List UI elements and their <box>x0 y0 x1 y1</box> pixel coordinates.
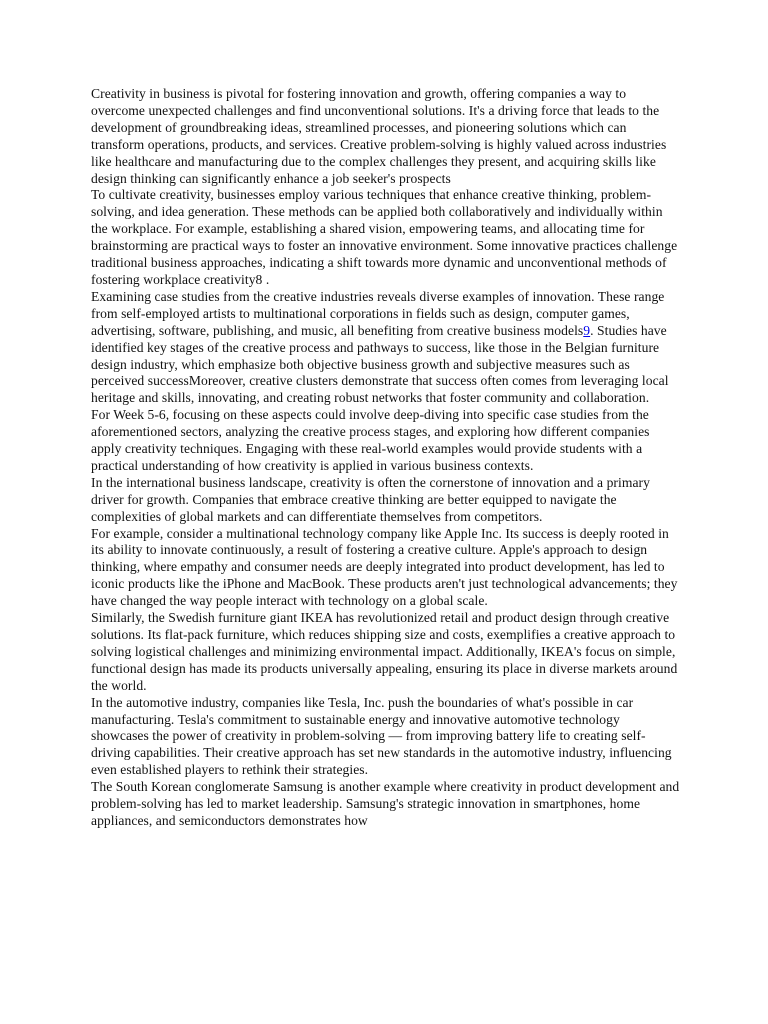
paragraph-week-5-6: For Week 5-6, focusing on these aspects could involve deep-diving into specific case studies from the aforementioned sectors, analyzing the creative process stages, and exploring how different companies apply creativity techniques. Engaging with these real-world examples would provide students with a practical understanding of how creativity is applied in various business contexts. <box>91 407 650 473</box>
paragraph-apple-example: For example, consider a multinational technology company like Apple Inc. Its success is deeply rooted in its ability to innovate continuously, a result of fostering a creative culture. Apple's approach to design thinking, where empathy and consumer needs are deeply integrated into product development, has led to iconic products like the iPhone and MacBook. These products aren't just technological advancements; they have changed the way people interact with technology on a global scale. <box>91 525 678 609</box>
document-body <box>91 86 681 830</box>
paragraph-case-studies-text-start: Examining case studies from the creative industries reveals diverse examples of innovation. These range from self-employed artists to multinational corporations in fields such as design, computer games, advertising, software, publishing, and music, all benefiting from creative business models <box>91 288 665 338</box>
paragraph-samsung-example: The South Korean conglomerate Samsung is another example where creativity in product development and problem-solving has led to market leadership. Samsung's strategic innovation in smartphones, home appliances, and semiconductors demonstrates how <box>91 779 680 828</box>
reference-link-9[interactable]: 9 <box>583 322 591 338</box>
paragraph-case-studies-text-end: . Studies have identified key stages of the creative process and pathways to success, like those in the Belgian furniture design industry, which emphasize both objective business growth and subjective measures such as perceived successMoreover, creative clusters demonstrate that success often comes from leveraging local heritage and skills, innovating, and creating robust networks that foster community and collaboration. <box>91 322 669 406</box>
paragraph-tesla-example: In the automotive industry, companies like Tesla, Inc. push the boundaries of what's possible in car manufacturing. Tesla's commitment to sustainable energy and innovative automotive technology showcases the power of creativity in problem-solving — from improving battery life to creating self-driving capabilities. Their creative approach has set new standards in the automotive industry, influencing even established players to rethink their strategies. <box>91 694 672 778</box>
paragraph-ikea-example: Similarly, the Swedish furniture giant IKEA has revolutionized retail and product design through creative solutions. Its flat-pack furniture, which reduces shipping size and costs, exemplifies a creative approach to solving logistical challenges and minimizing environmental impact. Additionally, IKEA's focus on simple, functional design has made its products universally appealing, ensuring its place in diverse markets around the world. <box>91 610 678 693</box>
paragraph-international-business: In the international business landscape, creativity is often the cornerstone of innovation and a primary driver for growth. Companies that embrace creative thinking are better equipped to navigate the complexities of global markets and can differentiate themselves from competitors. <box>91 474 650 524</box>
paragraph-creativity-intro: Creativity in business is pivotal for fostering innovation and growth, offering companies a way to overcome unexpected challenges and find unconventional solutions. It's a driving force that leads to the development of groundbreaking ideas, streamlined processes, and pioneering solutions which can transform operations, products, and services. Creative problem-solving is highly valued across industries like healthcare and manufacturing due to the complex challenges they present, and acquiring skills like design thinking can significantly enhance a job seeker's prospects <box>91 86 667 186</box>
paragraph-cultivate-creativity: To cultivate creativity, businesses employ various techniques that enhance creative thinking, problem-solving, and idea generation. These methods can be applied both collaboratively and individually within the workplace. For example, establishing a shared vision, empowering teams, and allocating time for brainstorming are practical ways to foster an innovative environment. Some innovative practices challenge traditional business approaches, indicating a shift towards more dynamic and unconventional methods of fostering workplace creativity8 . <box>91 187 678 287</box>
paragraph-case-studies <box>91 289 681 407</box>
